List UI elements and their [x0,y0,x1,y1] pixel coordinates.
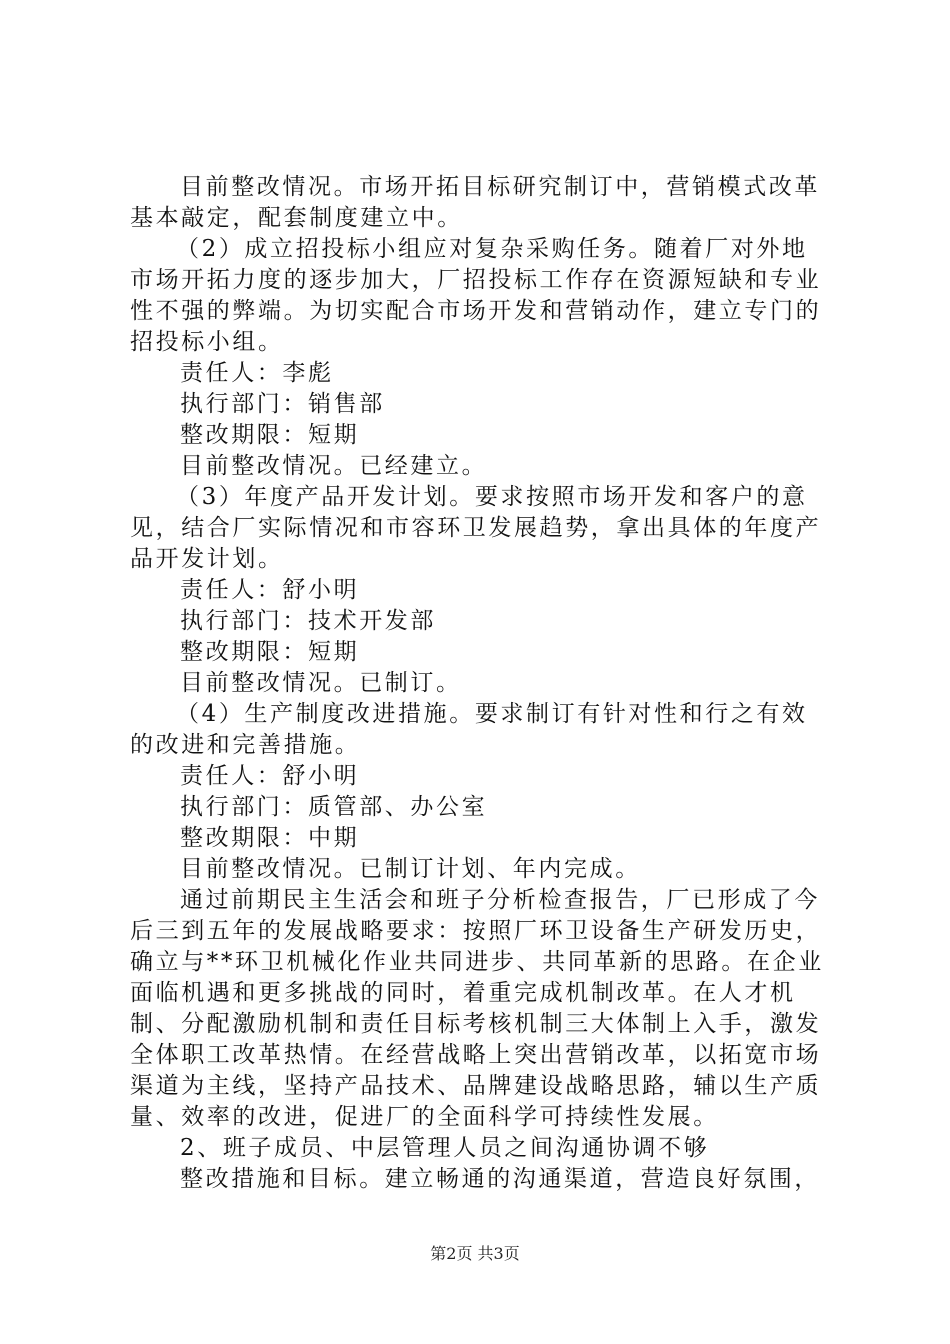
paragraph-current-status-3: 目前整改情况。已制订。 [180,670,462,696]
document-body [130,172,830,1195]
paragraph-responsible-1: 责任人：李彪 [180,360,334,386]
page-number-footer: 第2页 共3页 [430,1244,520,1263]
paragraph-department-2: 执行部门：技术开发部 [180,608,436,634]
paragraph-deadline-2: 整改期限：短期 [180,639,360,665]
paragraph-current-status-1: 目前整改情况。市场开拓目标研究制订中，营销模式改革基本敲定，配套制度建立中。 [130,174,820,231]
paragraph-item-4: （4）生产制度改进措施。要求制订有针对性和行之有效的改进和完善措施。 [130,701,808,758]
paragraph-item-2: （2）成立招投标小组应对复杂采购任务。随着厂对外地市场开拓力度的逐步加大，厂招投标工作存在资源短缺和专业性不强的弊端。为切实配合市场开发和营销动作，建立专门的招投标小组。 [130,236,822,355]
paragraph-strategy: 通过前期民主生活会和班子分析检查报告，厂已形成了今后三到五年的发展战略要求：按照厂环卫设备生产研发历史，确立与**环卫机械化作业共同进步、共同革新的思路。在企业面临机遇和更多挑战的同时，着重完成机制改革。在人才机制、分配激励机制和责任目标考核机制三大体制上入手，激发全体职工改革热情。在经营战略上突出营销改革，以拓宽市场渠道为主线，坚持产品技术、品牌建设战略思路，辅以生产质量、效率的改进，促进厂的全面科学可持续性发展。 [130,887,824,1130]
paragraph-responsible-3: 责任人：舒小明 [180,763,360,789]
paragraph-current-status-2: 目前整改情况。已经建立。 [180,453,488,479]
paragraph-deadline-1: 整改期限：短期 [180,422,360,448]
paragraph-department-1: 执行部门：销售部 [180,391,385,417]
paragraph-department-3: 执行部门：质管部、办公室 [180,794,488,820]
paragraph-current-status-4: 目前整改情况。已制订计划、年内完成。 [180,856,641,882]
paragraph-section-heading-2: 2、班子成员、中层管理人员之间沟通协调不够 [180,1135,710,1161]
paragraph-item-3: （3）年度产品开发计划。要求按照市场开发和客户的意见，结合厂实际情况和市容环卫发展趋势，拿出具体的年度产品开发计划。 [130,484,822,572]
paragraph-deadline-3: 整改期限：中期 [180,825,360,851]
paragraph-responsible-2: 责任人：舒小明 [180,577,360,603]
paragraph-measures: 整改措施和目标。建立畅通的沟通渠道，营造良好氛围， [180,1166,820,1192]
